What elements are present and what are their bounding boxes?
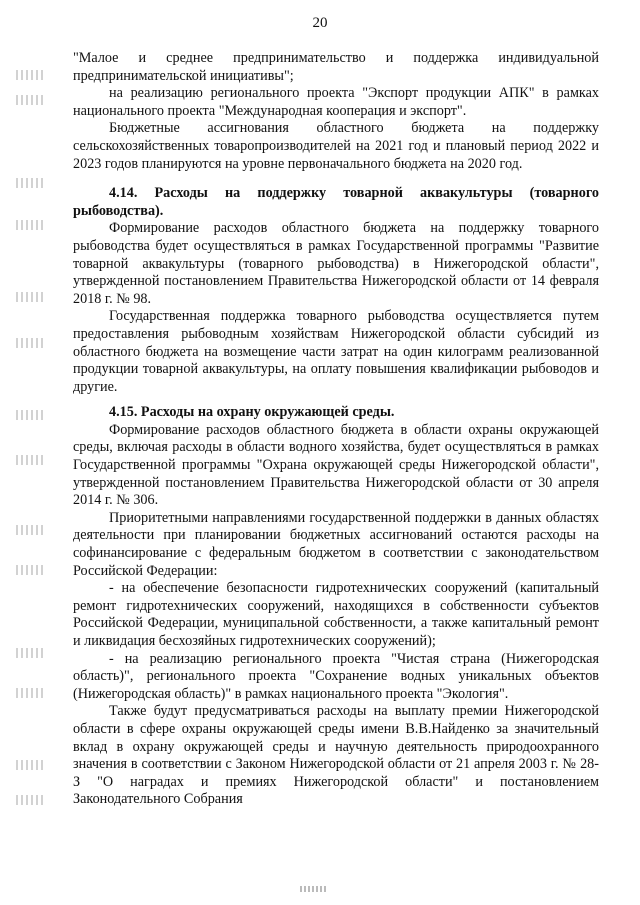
scan-mark xyxy=(16,95,46,105)
scan-mark xyxy=(16,760,46,770)
scan-mark xyxy=(16,410,46,420)
page-number: 20 xyxy=(312,15,328,31)
scan-mark xyxy=(16,338,46,348)
section-heading-4-15: 4.15. Расходы на охрану окружающей среды. xyxy=(109,404,395,421)
scan-mark xyxy=(16,178,46,188)
scan-mark xyxy=(16,220,46,230)
paragraph: Формирование расходов областного бюджета в области охраны окружающей среды, включая расходы в области водного хозяйства, будет осуществляться в рамках Государственной программы "Охрана окружающей среды Нижегородской области", утвержденной постановлением Правительства Нижегородской области от 30 апреля 2014 г. № 306. xyxy=(73,421,599,509)
section-heading-4-14: 4.14. Расходы на поддержку товарной аквакультуры (товарного рыбоводства). xyxy=(73,185,599,219)
scan-mark xyxy=(16,648,46,658)
paragraph: Бюджетные ассигнования областного бюджета на поддержку сельскохозяйственных товаропроизводителей на 2021 год и плановый период 2022 и 2023 годов планируются на уровне первоначального бюджета на 2020 год. xyxy=(73,120,599,172)
list-item: - на обеспечение безопасности гидротехнических сооружений (капитальный ремонт гидротехнических сооружений, находящихся в собственности субъектов Российской Федерации, муниципальной собственности, а также капитальный ремонт и ликвидация бесхозяйных гидротехнических сооружений); xyxy=(73,580,599,649)
scan-mark xyxy=(16,292,46,302)
scan-mark xyxy=(16,455,46,465)
paragraph: Формирование расходов областного бюджета на поддержку товарного рыбоводства будет осуществляться в рамках Государственной программы "Развитие товарной аквакультуры (товарного рыбоводства) в Нижегородской области", утвержденной постановлением Правительства Нижегородской области от 14 февраля 2018 г. № 98. xyxy=(73,220,599,307)
scan-mark xyxy=(16,565,46,575)
scan-mark xyxy=(16,70,46,80)
paragraph: Также будут предусматриваться расходы на выплату премии Нижегородской области в сфере охраны окружающей среды имени В.В.Найденко за значительный вклад в охрану окружающей среды и научную деятельность природоохранного значения в соответствии с Законом Нижегородской области от 21 апреля 2003 г. № 28-З "О наградах и премиях Нижегородской области" и постановлением Законодательного Собрания xyxy=(73,703,599,808)
scan-artifacts xyxy=(16,60,52,840)
paragraph: "Малое и среднее предпринимательство и поддержка индивидуальной предпринимательской инициативы"; xyxy=(73,50,599,84)
scan-mark xyxy=(16,688,46,698)
scan-mark xyxy=(16,795,46,805)
scan-mark xyxy=(16,525,46,535)
paragraph: Приоритетными направлениями государственной поддержки в данных областях деятельности при планировании бюджетных ассигнований остаются расходы на софинансирование с федеральным бюджетом в соответствии с законодательством Российской Федерации: xyxy=(73,509,599,579)
document-body xyxy=(73,50,599,809)
scan-footer-mark xyxy=(300,886,328,892)
list-item: - на реализацию регионального проекта "Чистая страна (Нижегородская область)", регионального проекта "Сохранение водных уникальных объектов (Нижегородская область)" в рамках национального проекта "Экология". xyxy=(73,650,599,702)
paragraph: на реализацию регионального проекта "Экспорт продукции АПК" в рамках национального проекта "Международная кооперация и экспорт". xyxy=(73,85,599,119)
paragraph: Государственная поддержка товарного рыбоводства осуществляется путем предоставления рыбоводным хозяйствам Нижегородской области субсидий из областного бюджета на возмещение части затрат на один килограмм реализованной продукции товарной аквакультуры, на оплату повышения квалификации рыбоводов и другие. xyxy=(73,308,599,395)
